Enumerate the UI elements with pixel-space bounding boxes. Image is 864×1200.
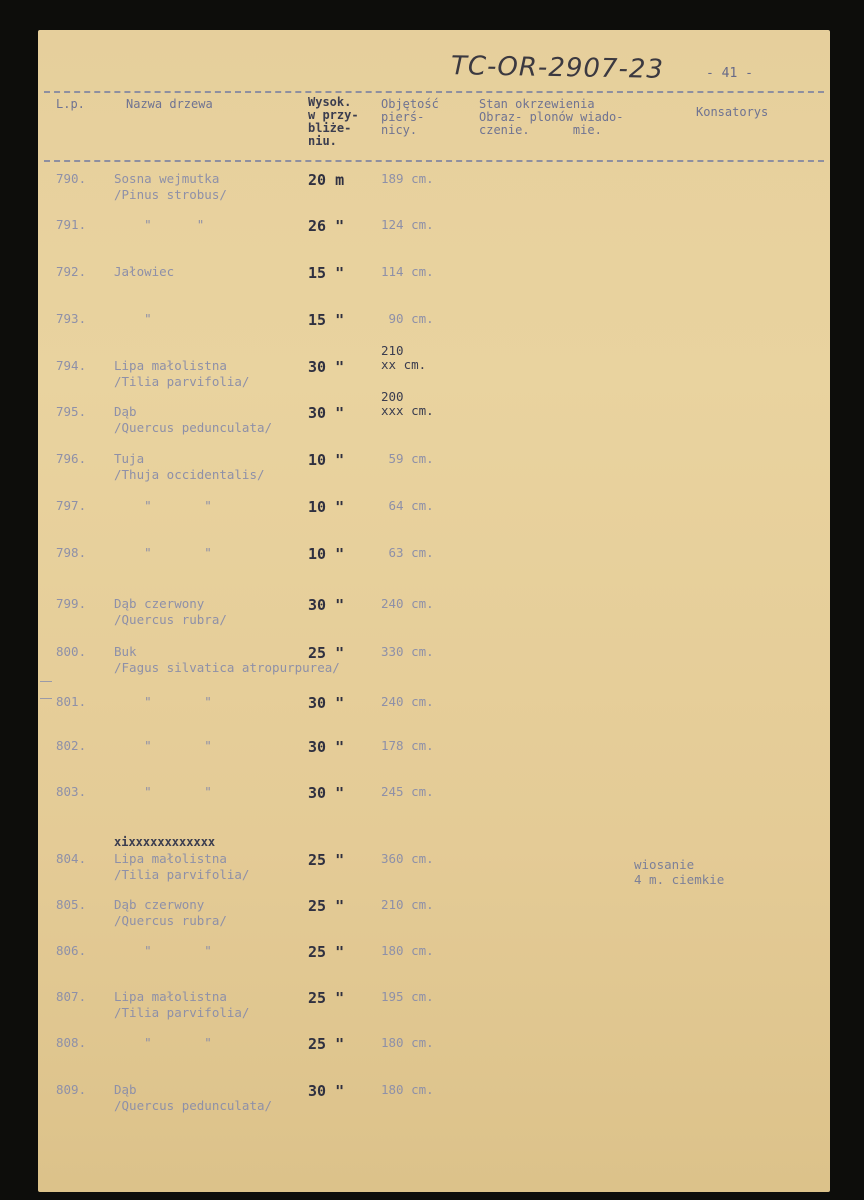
row-volume: 245 cm. — [381, 784, 434, 799]
row-height: 25 " — [308, 989, 345, 1007]
row-volume: 240 cm. — [381, 596, 434, 611]
row-height: 30 " — [308, 784, 345, 802]
row-volume: 210 cm. — [381, 897, 434, 912]
crossed-out-line: xixxxxxxxxxxxx — [114, 835, 216, 849]
row-volume: 180 cm. — [381, 1035, 434, 1050]
row-volume: 189 cm. — [381, 171, 434, 186]
row-tree-name: Buk /Fagus silvatica atropurpurea/ — [114, 644, 340, 675]
row-lp: 798. — [56, 545, 87, 560]
row-lp: 800. — [56, 644, 87, 659]
row-tree-name: Dąb czerwony /Quercus rubra/ — [114, 596, 227, 627]
row-volume: 63 cm. — [381, 545, 434, 560]
row-lp: 806. — [56, 943, 87, 958]
header-rule — [44, 160, 824, 162]
header-remarks: Konsatorys — [696, 105, 769, 119]
row-tree-name: Lipa małolistna /Tilia parvifolia/ — [114, 851, 250, 882]
row-height: 30 " — [308, 358, 345, 376]
row-tree-name: " " — [114, 694, 212, 709]
row-lp: 790. — [56, 171, 87, 186]
row-tree-name: " " — [114, 217, 205, 232]
row-tree-name: Tuja /Thuja occidentalis/ — [114, 451, 265, 482]
row-lp: 804. — [56, 851, 87, 866]
row-tree-name: Lipa małolistna /Tilia parvifolia/ — [114, 989, 250, 1020]
row-lp: 805. — [56, 897, 87, 912]
row-height: 20 m — [308, 171, 345, 189]
row-volume: 180 cm. — [381, 1082, 434, 1097]
row-lp: 809. — [56, 1082, 87, 1097]
row-height: 30 " — [308, 738, 345, 756]
top-rule — [44, 91, 824, 93]
row-lp: 792. — [56, 264, 87, 279]
row-tree-name: Sosna wejmutka /Pinus strobus/ — [114, 171, 227, 202]
row-tree-name: Dąb /Quercus pedunculata/ — [114, 1082, 273, 1113]
row-height: 25 " — [308, 897, 345, 915]
row-volume: 195 cm. — [381, 989, 434, 1004]
row-height: 25 " — [308, 644, 345, 662]
row-volume: 64 cm. — [381, 498, 434, 513]
row-height: 15 " — [308, 311, 345, 329]
row-volume: 210 xx cm. — [381, 343, 427, 372]
row-lp: 803. — [56, 784, 87, 799]
row-lp: 808. — [56, 1035, 87, 1050]
row-volume: 124 cm. — [381, 217, 434, 232]
reference-number: TC-OR-2907-23 — [450, 51, 665, 85]
row-lp: 807. — [56, 989, 87, 1004]
row-lp: 799. — [56, 596, 87, 611]
row-lp: 797. — [56, 498, 87, 513]
row-height: 10 " — [308, 451, 345, 469]
row-volume: 330 cm. — [381, 644, 434, 659]
row-volume: 178 cm. — [381, 738, 434, 753]
row-tree-name: Dąb czerwony /Quercus rubra/ — [114, 897, 227, 928]
row-tree-name: " " — [114, 1035, 212, 1050]
row-tree-name: Dąb /Quercus pedunculata/ — [114, 404, 273, 435]
header-volume: Objętość pierś- nicy. — [381, 97, 439, 137]
header-position: Stan okrzewienia Obraz- plonów wiado- czenie. mie. — [479, 97, 624, 137]
margin-dash — [40, 698, 52, 699]
row-height: 30 " — [308, 1082, 345, 1100]
margin-dash — [40, 681, 52, 682]
row-height: 25 " — [308, 851, 345, 869]
row-height: 25 " — [308, 1035, 345, 1053]
header-lp: L.p. — [56, 97, 85, 111]
row-lp: 802. — [56, 738, 87, 753]
row-tree-name: " — [114, 311, 152, 326]
row-height: 10 " — [308, 545, 345, 563]
row-lp: 794. — [56, 358, 87, 373]
row-tree-name: " " — [114, 738, 212, 753]
header-height: Wysok. w przy- bliże- niu. — [308, 95, 359, 148]
row-volume: 240 cm. — [381, 694, 434, 709]
row-volume: 114 cm. — [381, 264, 434, 279]
row-lp: 796. — [56, 451, 87, 466]
row-volume: 360 cm. — [381, 851, 434, 866]
header-name: Nazwa drzewa — [126, 97, 213, 111]
document-sheet — [38, 30, 830, 1192]
row-lp: 791. — [56, 217, 87, 232]
row-height: 26 " — [308, 217, 345, 235]
row-lp: 793. — [56, 311, 87, 326]
row-height: 30 " — [308, 596, 345, 614]
row-tree-name: " " — [114, 943, 212, 958]
row-volume: 180 cm. — [381, 943, 434, 958]
row-tree-name: Jałowiec — [114, 264, 175, 279]
page-number: - 41 - — [706, 66, 753, 81]
row-lp: 801. — [56, 694, 87, 709]
row-volume: 59 cm. — [381, 451, 434, 466]
row-height: 25 " — [308, 943, 345, 961]
row-tree-name: " " — [114, 784, 212, 799]
row-height: 15 " — [308, 264, 345, 282]
row-tree-name: " " — [114, 545, 212, 560]
row-height: 10 " — [308, 498, 345, 516]
row-lp: 795. — [56, 404, 87, 419]
row-volume: 90 cm. — [381, 311, 434, 326]
row-height: 30 " — [308, 694, 345, 712]
row-tree-name: " " — [114, 498, 212, 513]
row-tree-name: Lipa małolistna /Tilia parvifolia/ — [114, 358, 250, 389]
row-height: 30 " — [308, 404, 345, 422]
row-note: wiosanie 4 m. ciemkie — [634, 857, 725, 887]
row-volume: 200 xxx cm. — [381, 389, 434, 418]
